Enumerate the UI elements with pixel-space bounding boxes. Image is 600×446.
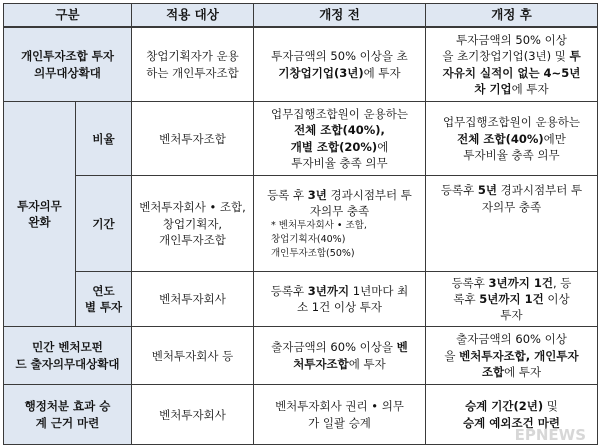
text-run: 업무집행조합원이 운용하는: [271, 107, 408, 122]
text-run: 자의무 충족: [309, 204, 370, 219]
cell-line: [257, 65, 422, 81]
header-row: [4, 4, 598, 27]
row-target: 벤처투자회사 등: [132, 327, 254, 385]
policy-comparison-table: [3, 3, 598, 445]
cell-line: [429, 199, 594, 215]
row-before: [254, 176, 426, 272]
text-run: 승계 기간(2년): [465, 399, 544, 414]
cell-line: [257, 339, 422, 355]
cell-line: [257, 283, 422, 299]
text-run: 전체 조합(40%),: [294, 123, 385, 138]
row-target: 창업기획자가 운용 하는 개인투자조합: [132, 27, 254, 102]
table-row: [4, 385, 598, 445]
row-after: [426, 327, 598, 385]
table-row: [4, 272, 598, 327]
text-run: 에 투자: [363, 65, 401, 80]
text-run: 투자비율 충족 의무: [291, 156, 388, 171]
text-run: 출자금액의 60% 이상을: [271, 340, 397, 355]
text-run: 1년마다 최: [349, 283, 409, 298]
text-run: 에: [377, 139, 389, 154]
watermark: EPNEWS: [514, 426, 586, 444]
row-target: 벤처투자회사: [132, 272, 254, 327]
text-run: 벤: [396, 340, 408, 355]
text-run: 에만: [543, 131, 566, 146]
cell-line: [257, 139, 422, 155]
text-run: 3년까지 1건: [488, 275, 553, 290]
header-before: 개정 전: [254, 4, 426, 27]
row-category: 개인투자조합 투자 의무대상확대: [4, 27, 132, 102]
text-run: 투: [569, 49, 581, 64]
cell-line: [429, 131, 594, 147]
text-run: 투자금액의 50% 이상을 초: [271, 49, 408, 64]
text-run: 및: [543, 399, 558, 414]
text-run: 에 투자: [348, 356, 386, 371]
cell-line: [429, 307, 594, 323]
text-run: 기창업기업(3년): [278, 65, 364, 80]
text-run: 가 일괄 승계: [308, 415, 371, 430]
row-category: 민간 벤처모펀 드 출자의무대상확대: [4, 327, 132, 385]
text-run: 전체 조합(40%): [457, 131, 544, 146]
group-category: 투자의무 완화: [4, 102, 76, 327]
row-after: [426, 272, 598, 327]
text-run: 승계 예외조건 마련: [463, 415, 560, 430]
row-before: [254, 102, 426, 176]
text-run: 벤처투자조합, 개인투자: [459, 348, 579, 363]
cell-line: [257, 122, 422, 138]
text-run: 이상: [543, 292, 570, 307]
cell-line: [429, 398, 594, 414]
text-run: 업무집행조합원이 운용하는: [443, 115, 580, 130]
text-run: 개별 조합(20%): [290, 139, 378, 154]
cell-line: [257, 398, 422, 414]
text-run: 차 기업: [474, 81, 512, 96]
cell-line: [429, 81, 594, 97]
row-target: 벤처투자회사: [132, 385, 254, 445]
text-run: 에 투자: [504, 364, 542, 379]
sub-category: 기간: [76, 176, 132, 272]
cell-line: [429, 331, 594, 347]
cell-line: [257, 106, 422, 122]
text-run: 을 초기창업기업(3년) 및: [442, 49, 570, 64]
sub-category: 연도 별 투자: [76, 272, 132, 327]
cell-line: [429, 147, 594, 163]
cell-line: [257, 356, 422, 372]
cell-line: [257, 48, 422, 64]
table-row: [4, 102, 598, 176]
table-row: [4, 176, 598, 272]
before-text: [257, 187, 422, 220]
row-after: [426, 176, 598, 272]
row-before: [254, 327, 426, 385]
cell-line: [429, 48, 594, 64]
text-run: 경과시점부터 투: [497, 183, 583, 198]
text-run: 투자비율 충족 의무: [463, 147, 560, 162]
text-run: 자유치 실적이 없는 4~5년: [442, 65, 581, 80]
text-run: 5년: [477, 183, 498, 198]
header-after: 개정 후: [426, 4, 598, 27]
sub-category: 비율: [76, 102, 132, 176]
text-run: 경과시점부터 투: [326, 187, 412, 202]
text-run: 투자금액의 50% 이상: [456, 32, 567, 47]
text-run: 3년까지: [307, 283, 350, 298]
header-category: 구분: [4, 4, 132, 27]
cell-line: [429, 32, 594, 48]
row-before: [254, 385, 426, 445]
row-target: 벤처투자회사 • 조합, 창업기획자, 개인투자조합: [132, 176, 254, 272]
text-run: 등록후: [451, 275, 489, 290]
cell-line: [257, 187, 422, 203]
cell-line: [257, 155, 422, 171]
cell-line: [429, 275, 594, 291]
row-after: [426, 27, 598, 102]
cell-line: [257, 203, 422, 219]
text-run: 처투자조합: [293, 356, 349, 371]
table-row: [4, 327, 598, 385]
row-before: [254, 272, 426, 327]
text-run: 출자금액의 60% 이상: [456, 332, 567, 347]
header-target: 적용 대상: [132, 4, 254, 27]
table-row: [4, 27, 598, 102]
text-run: 에 투자: [511, 81, 549, 96]
text-run: 3년: [307, 187, 327, 202]
row-before: [254, 27, 426, 102]
text-run: 자의무 충족: [481, 199, 542, 214]
row-category: 행정처분 효과 승 계 근거 마련: [4, 385, 132, 445]
cell-line: [429, 182, 594, 198]
text-run: 록후: [453, 292, 480, 307]
row-after: [426, 102, 598, 176]
cell-line: [429, 348, 594, 364]
text-run: , 등: [553, 275, 572, 290]
text-run: 등록후: [440, 183, 478, 198]
cell-line: [429, 114, 594, 130]
text-run: 투자: [500, 308, 523, 323]
cell-line: [429, 65, 594, 81]
text-run: 을: [444, 348, 460, 363]
footnote: * 벤처투자회사 • 조합, 창업기획자(40%) 개인투자조합(50%): [271, 220, 367, 259]
cell-line: [429, 291, 594, 307]
row-target: 벤처투자조합: [132, 102, 254, 176]
cell-line: [257, 415, 422, 431]
text-run: 5년까지 1건: [479, 292, 544, 307]
text-run: 벤처투자회사 권리 • 의무: [275, 399, 404, 414]
text-run: 등록 후: [267, 187, 308, 202]
cell-line: [429, 364, 594, 380]
text-run: 소 1건 이상 투자: [297, 300, 382, 315]
text-run: 조합: [481, 364, 505, 379]
text-run: 등록후: [270, 283, 308, 298]
cell-line: [257, 299, 422, 315]
